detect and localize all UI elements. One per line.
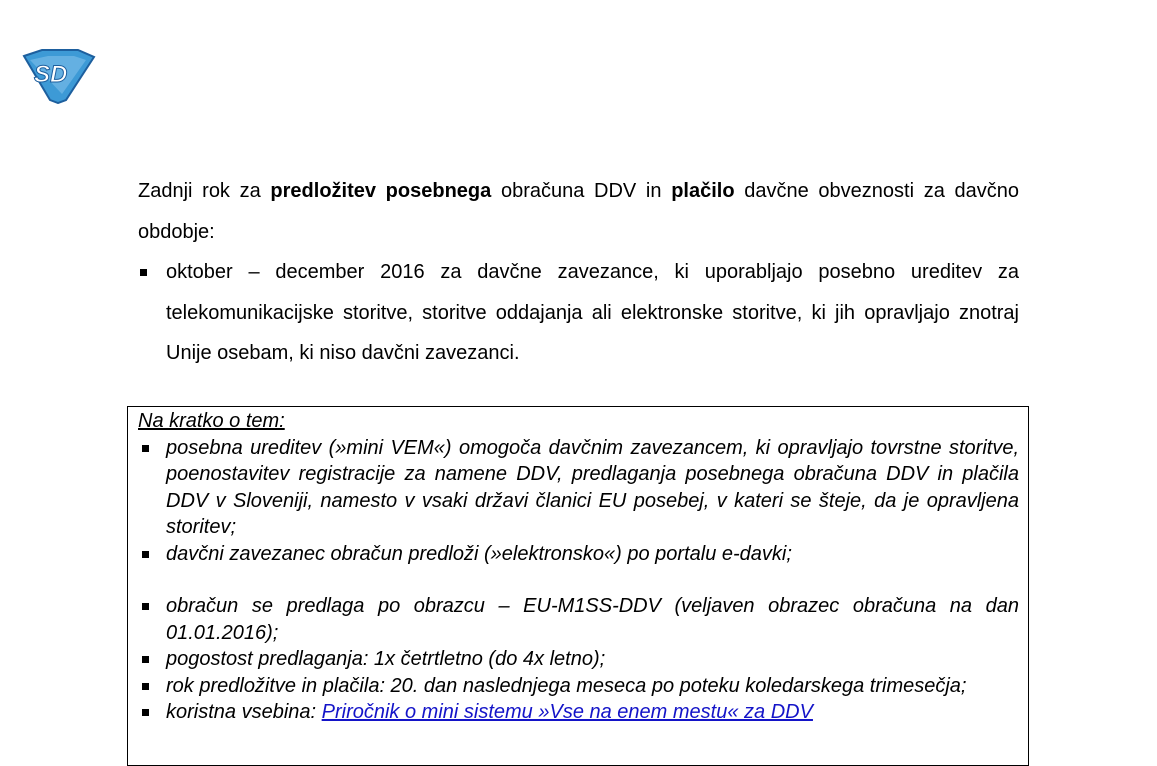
intro-paragraph: Zadnji rok za predložitev posebnega obračuna DDV in plačilo davčne obveznosti za davčno obdobje: [138, 180, 1019, 243]
box-item: rok predložitve in plačila: 20. dan naslednjega meseca po poteku koledarskega trimesečja; [138, 673, 1019, 700]
svg-text:SD: SD [34, 61, 68, 88]
box-item: davčni zavezanec obračun predloži (»elektronsko«) po portalu e-davki; [138, 541, 1019, 568]
handbook-link[interactable]: Priročnik o mini sistemu »Vse na enem mestu« za DDV [321, 701, 813, 723]
box-list [138, 435, 1019, 726]
intro-bullet-list [138, 252, 1019, 374]
box-item: obračun se predlaga po obrazcu – EU-M1SS-DDV (veljaven obrazec obračuna na dan 01.01.2016); [138, 593, 1019, 646]
summary-box [127, 406, 1029, 766]
sd-logo-icon [22, 48, 96, 104]
box-item: posebna ureditev (»mini VEM«) omogoča davčnim zavezancem, ki opravljajo tovrstne storitve, poenostavitev registracije za namene DDV, predlaganja posebnega obračuna DDV in plačila DDV v Sloveniji, namesto v vsaki državi članici EU posebej, v kateri se šteje, da je opravljena storitev; [138, 435, 1019, 541]
box-item: pogostost predlaganja: 1x četrtletno (do 4x letno); [138, 646, 1019, 673]
intro-bullet: oktober – december 2016 za davčne zavezance, ki uporabljajo posebno ureditev za telekomunikacijske storitve, storitve oddajanja ali elektronske storitve, ki jih opravljajo znotraj Unije osebam, ki niso davčni zavezanci. [138, 252, 1019, 374]
intro-section [138, 171, 1019, 374]
box-title: Na kratko o tem: [138, 410, 285, 432]
box-item-resource: koristna vsebina: Priročnik o mini sistemu »Vse na enem mestu« za DDV [138, 699, 1019, 726]
